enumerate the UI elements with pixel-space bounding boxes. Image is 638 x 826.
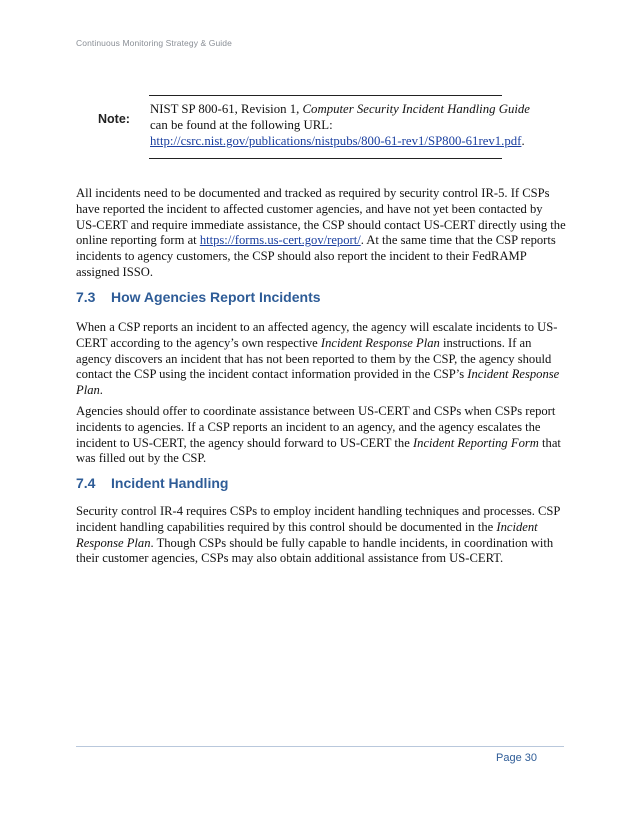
note-line1-pre: NIST SP 800-61, Revision 1, [150,102,303,116]
section-7-4-number: 7.4 [76,475,96,491]
note-guide-title: Computer Security Incident Handling Guide [302,102,530,116]
page-label: Page [496,752,522,764]
note-label: Note: [98,112,130,126]
s73-p1-text-b: instructions. If an agency discovers an incident that has not been reported to them by the CSP, the agency should contact the CSP using the incident contact information provided in the CSP’s [76,335,552,382]
section-7-3-number: 7.3 [76,289,96,305]
section-7-3-title: How Agencies Report Incidents [111,289,321,305]
intro-text-a: All incidents need to be documented and tracked as required by security control IR-5. If CSPs have reported the incident to affected customer agencies, and have not yet been contacted by US-CERT and require immediate assistance, the CSP should contact US-CERT directly using the online reporting form at [76,186,566,248]
s74-p1-text-b: . Though CSPs should be fully capable to handle incidents, in coordination with their customer agencies, CSPs may also obtain additional assistance from US-CERT. [76,535,554,566]
s73-p2-text-a: Agencies should offer to coordinate assistance between US-CERT and CSPs when CSPs report incidents to agencies. If a CSP reports an incident to an agency, and the agency escalates the incident to US-CERT, the agency should forward to US-CERT the [76,404,556,450]
running-header: Continuous Monitoring Strategy & Guide [76,38,232,48]
footer-rule [76,746,564,747]
section-7-3-paragraph-1 [76,320,566,399]
section-7-4-paragraph-1 [76,504,566,567]
page-number [496,752,537,764]
note-bottom-rule [149,158,502,159]
us-cert-report-link[interactable]: https://forms.us-cert.gov/report/ [199,233,361,248]
page-number-value: 30 [524,752,538,764]
s73-p1-em-2: Incident Response Plan [76,367,560,398]
intro-paragraph [76,186,566,281]
s74-p1-text-a: Security control IR-4 requires CSPs to employ incident handling techniques and processes. CSP incident handling capabilities required by this control should be documented in the [76,504,560,534]
s73-p1-text-a: When a CSP reports an incident to an affected agency, the agency will escalate incidents to US-CERT according to the agency’s own respective [76,320,558,350]
note-url-link[interactable]: http://csrc.nist.gov/publications/nistpubs/800-61-rev1/SP800-61rev1.pdf [150,134,522,149]
intro-text-b: . At the same time that the CSP reports incidents to agency customers, the CSP should also report the incident to their FedRAMP assigned ISSO. [76,233,556,279]
s73-p1-text-c: . [99,383,103,398]
note-top-rule [149,95,502,96]
section-7-4-heading [76,475,228,491]
note-line2: can be found at the following URL: [150,118,333,133]
section-7-3-heading [76,289,321,305]
s73-p1-em-1: Incident Response Plan [320,335,440,350]
s73-p2-em: Incident Reporting Form [412,435,539,450]
section-7-4-title: Incident Handling [111,475,229,491]
s73-p2-text-b: that was filled out by the CSP. [76,435,561,466]
note-text [150,101,550,150]
s74-p1-em-1: Incident Response Plan [76,519,538,550]
section-7-3-paragraph-2 [76,404,566,467]
note-url-suffix: . [521,134,525,149]
